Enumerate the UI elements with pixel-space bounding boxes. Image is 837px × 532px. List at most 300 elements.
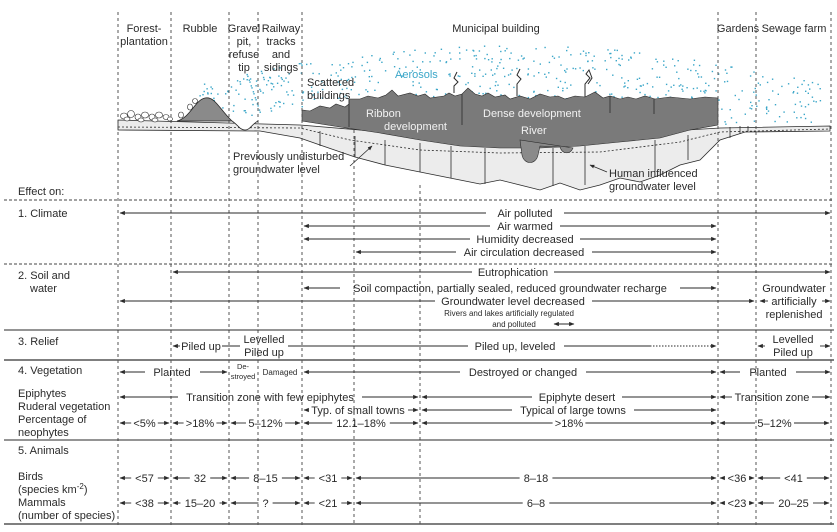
epiphytes-label: Epiphytes xyxy=(18,388,67,400)
aerosol-dot xyxy=(624,82,625,83)
aerosol-dot xyxy=(618,64,619,65)
aerosol-dot xyxy=(612,75,613,76)
aerosol-dot xyxy=(319,73,320,74)
aerosol-dot xyxy=(310,63,311,64)
rubble-mound xyxy=(177,98,232,121)
aerosol-dot xyxy=(449,52,450,53)
aerosol-dot xyxy=(468,82,469,83)
col-forest-label: Forest- xyxy=(126,23,162,35)
aerosol-dot xyxy=(459,58,460,59)
aerosol-dot xyxy=(235,90,236,91)
mammals-range xyxy=(120,498,169,510)
aerosol-dot xyxy=(787,121,788,122)
human-groundwater-label: Human influenced xyxy=(609,168,698,180)
aerosol-dot xyxy=(371,55,372,56)
aerosol-dot xyxy=(495,85,496,86)
aerosol-dot xyxy=(354,82,355,83)
aerosol-dot xyxy=(731,117,732,118)
aerosol-dot xyxy=(204,91,205,92)
mammals-label: Mammals xyxy=(18,497,66,509)
birds-unit-text: (species km xyxy=(18,484,77,496)
veg-destroyed-2: stroyed xyxy=(230,372,256,381)
aerosol-dot xyxy=(279,106,280,107)
typ-large-towns: Typical of large towns xyxy=(520,405,626,417)
aerosol-dot xyxy=(506,48,507,49)
aerosol-dot xyxy=(755,88,756,89)
aerosol-dot xyxy=(797,93,798,94)
birds-range xyxy=(758,473,829,485)
aerosol-dot xyxy=(797,87,798,88)
aerosol-dot xyxy=(611,93,612,94)
aerosol-dot xyxy=(227,91,228,92)
neophytes-value: >18% xyxy=(185,418,215,430)
aerosol-dot xyxy=(251,87,252,88)
aerosol-dot xyxy=(393,52,394,53)
mammals-range xyxy=(720,498,754,510)
aerosol-dot xyxy=(766,109,767,110)
col-gravel-label-2: pit, xyxy=(236,36,252,48)
aerosol-dot xyxy=(271,110,272,111)
aerosol-dot xyxy=(369,81,370,82)
aerosol-dot xyxy=(358,94,359,95)
aerosol-dot xyxy=(288,81,289,82)
aerosol-dot xyxy=(426,91,427,92)
veg-planted: Planted xyxy=(153,367,191,379)
aerosol-dot xyxy=(458,75,459,76)
aerosol-dot xyxy=(497,85,498,86)
aerosol-dot xyxy=(505,50,506,51)
aerosol-dot xyxy=(756,94,757,95)
aerosol-dot xyxy=(583,70,584,71)
aerosol-dot xyxy=(801,84,802,85)
aerosol-dot xyxy=(332,64,333,65)
aerosol-dot xyxy=(745,114,746,115)
aerosol-dot xyxy=(369,70,370,71)
aerosol-dot xyxy=(721,109,722,110)
aerosol-dot xyxy=(490,88,491,89)
cross-section xyxy=(118,46,830,194)
aerosol-dot xyxy=(793,92,794,93)
aerosol-dot xyxy=(466,49,467,50)
aerosol-dot xyxy=(252,104,253,105)
aerosol-dot xyxy=(266,84,267,85)
aerosol-dot xyxy=(594,56,595,57)
aerosol-dot xyxy=(474,73,475,74)
aerosol-dot xyxy=(643,84,644,85)
aerosol-dot xyxy=(639,92,640,93)
groundwater-replenished-2: artificially xyxy=(771,296,817,308)
aerosol-dot xyxy=(811,122,812,123)
aerosol-dot xyxy=(504,76,505,77)
air-warmed: Air warmed xyxy=(497,221,553,233)
aerosol-dot xyxy=(247,79,248,80)
aerosol-dot xyxy=(249,81,250,82)
relief-sewage-piled: Piled up xyxy=(773,347,813,359)
aerosol-dot xyxy=(607,49,608,50)
aerosol-dot xyxy=(259,89,260,90)
aerosol-dot xyxy=(808,93,809,94)
aerosol-dot xyxy=(690,70,691,71)
aerosol-dot xyxy=(628,80,629,81)
aerosol-dot xyxy=(751,108,752,109)
aerosol-dot xyxy=(381,62,382,63)
aerosol-dot xyxy=(275,102,276,103)
aerosol-dot xyxy=(511,69,512,70)
humidity-decreased: Humidity decreased xyxy=(476,234,574,246)
aerosol-dot xyxy=(656,77,657,78)
aerosol-dot xyxy=(414,50,415,51)
birds-label: Birds xyxy=(18,471,44,483)
aerosol-dot xyxy=(521,55,522,56)
aerosol-dot xyxy=(560,81,561,82)
aerosol-dot xyxy=(665,67,666,68)
aerosol-dot xyxy=(558,56,559,57)
aerosol-dot xyxy=(367,91,368,92)
aerosol-dot xyxy=(244,110,245,111)
birds-value: <31 xyxy=(318,473,338,485)
relief-title: 3. Relief xyxy=(18,336,59,348)
aerosol-dot xyxy=(492,58,493,59)
aerosol-dot xyxy=(495,81,496,82)
aerosol-dot xyxy=(491,61,492,62)
aerosol-dot xyxy=(657,97,658,98)
col-gardens-label: Gardens xyxy=(716,23,760,35)
aerosol-dot xyxy=(587,61,588,62)
aerosol-dot xyxy=(379,59,380,60)
aerosol-dot xyxy=(775,104,776,105)
aerosol-dot xyxy=(610,53,611,54)
aerosol-dot xyxy=(263,92,264,93)
aerosol-dot xyxy=(768,110,769,111)
aerosols-label: Aerosols xyxy=(395,69,438,81)
aerosol-dot xyxy=(250,78,251,79)
mammals-value: 20–25 xyxy=(778,498,809,510)
aerosol-dot xyxy=(500,51,501,52)
birds-range xyxy=(231,473,300,485)
aerosol-dot xyxy=(788,83,789,84)
aerosol-dot xyxy=(412,61,413,62)
aerosol-dot xyxy=(264,79,265,80)
col-railway-label-4: sidings xyxy=(263,62,299,74)
aerosol-dot xyxy=(484,46,485,47)
aerosol-dot xyxy=(820,88,821,89)
aerosol-dot xyxy=(251,99,252,100)
aerosol-dot xyxy=(253,93,254,94)
soil-compaction: Soil compaction, partially sealed, reduced groundwater recharge xyxy=(353,283,667,295)
birds-unit-label xyxy=(18,482,87,496)
col-municipal-label: Municipal building xyxy=(452,23,540,35)
aerosol-dot xyxy=(762,76,763,77)
aerosol-dot xyxy=(800,101,801,102)
aerosol-dot xyxy=(649,96,650,97)
rivers-polluted: and polluted xyxy=(492,320,536,329)
aerosol-dot xyxy=(351,89,352,90)
aerosol-dot xyxy=(270,108,271,109)
neophytes-range xyxy=(422,418,716,430)
aerosol-dot xyxy=(730,109,731,110)
range-rows xyxy=(120,418,829,510)
aerosol-dot xyxy=(281,77,282,78)
aerosol-dot xyxy=(278,101,279,102)
aerosol-dot xyxy=(487,54,488,55)
aerosol-dot xyxy=(808,104,809,105)
aerosol-dot xyxy=(725,124,726,125)
aerosol-dot xyxy=(672,59,673,60)
aerosol-dot xyxy=(270,77,271,78)
aerosol-dot xyxy=(238,94,239,95)
aerosol-dot xyxy=(812,97,813,98)
col-rubble-label: Rubble xyxy=(182,23,218,35)
aerosol-dot xyxy=(674,65,675,66)
aerosol-dot xyxy=(585,53,586,54)
relief-piled-up: Piled up xyxy=(181,341,221,353)
aerosol-dot xyxy=(412,81,413,82)
forest-stones xyxy=(121,111,173,123)
aerosol-dot xyxy=(259,109,260,110)
aerosol-dot xyxy=(736,122,737,123)
aerosol-dot xyxy=(749,108,750,109)
aerosol-dot xyxy=(812,82,813,83)
prev-groundwater-label-2: groundwater level xyxy=(233,164,320,176)
aerosol-dot xyxy=(283,103,284,104)
aerosol-dot xyxy=(575,68,576,69)
aerosol-dot xyxy=(482,93,483,94)
ribbon-label: Ribbon xyxy=(366,108,401,120)
aerosol-dot xyxy=(499,62,500,63)
aerosol-dot xyxy=(243,78,244,79)
aerosol-dot xyxy=(202,94,203,95)
aerosol-dot xyxy=(472,66,473,67)
aerosol-dot xyxy=(211,93,212,94)
aerosol-dot xyxy=(244,99,245,100)
aerosol-dot xyxy=(500,94,501,95)
aerosol-dot xyxy=(676,72,677,73)
aerosol-dot xyxy=(237,80,238,81)
aerosol-dot xyxy=(535,48,536,49)
aerosol-dot xyxy=(478,93,479,94)
aerosol-dot xyxy=(378,82,379,83)
aerosol-dot xyxy=(627,87,628,88)
neophytes-value: >18% xyxy=(554,418,584,430)
aerosol-dot xyxy=(263,77,264,78)
aerosol-dot xyxy=(738,99,739,100)
aerosol-dot xyxy=(560,64,561,65)
aerosol-dot xyxy=(500,59,501,60)
aerosol-dot xyxy=(499,46,500,47)
aerosol-dot xyxy=(302,100,303,101)
aerosol-dot xyxy=(647,83,648,84)
aerosol-dot xyxy=(623,86,624,87)
aerosol-dot xyxy=(694,60,695,61)
aerosol-dot xyxy=(718,99,719,100)
aerosol-dot xyxy=(640,85,641,86)
typ-small-towns: Typ. of small towns xyxy=(311,405,405,417)
aerosol-dot xyxy=(365,89,366,90)
aerosol-dot xyxy=(496,68,497,69)
aerosol-dot xyxy=(509,58,510,59)
aerosol-dot xyxy=(479,86,480,87)
aerosol-dot xyxy=(796,117,797,118)
aerosol-dot xyxy=(210,86,211,87)
aerosol-dot xyxy=(644,94,645,95)
aerosol-dot xyxy=(596,82,597,83)
aerosol-dot xyxy=(606,69,607,70)
aerosol-dot xyxy=(281,85,282,86)
aerosol-dot xyxy=(436,89,437,90)
aerosol-dot xyxy=(394,66,395,67)
aerosol-dot xyxy=(429,61,430,62)
aerosol-dot xyxy=(485,74,486,75)
aerosol-dot xyxy=(283,80,284,81)
air-polluted: Air polluted xyxy=(497,208,553,220)
aerosol-dot xyxy=(300,63,301,64)
aerosol-dot xyxy=(756,106,757,107)
aerosol-dot xyxy=(573,68,574,69)
aerosol-dot xyxy=(271,89,272,90)
aerosol-dot xyxy=(465,84,466,85)
aerosol-dot xyxy=(459,47,460,48)
aerosol-dot xyxy=(503,68,504,69)
aerosol-dot xyxy=(725,69,726,70)
birds-unit-sup: -2 xyxy=(76,482,84,491)
aerosol-dot xyxy=(403,51,404,52)
veg-damaged: Damaged xyxy=(262,368,298,377)
aerosol-dot xyxy=(751,105,752,106)
aerosol-dot xyxy=(610,57,611,58)
aerosol-dot xyxy=(446,61,447,62)
aerosol-dot xyxy=(605,60,606,61)
aerosol-dot xyxy=(760,84,761,85)
aerosol-dot xyxy=(361,65,362,66)
aerosol-dot xyxy=(816,101,817,102)
aerosol-dot xyxy=(735,95,736,96)
aerosol-dot xyxy=(206,88,207,89)
aerosol-dot xyxy=(618,58,619,59)
aerosol-dot xyxy=(369,76,370,77)
aerosol-dot xyxy=(257,105,258,106)
aerosol-dot xyxy=(742,90,743,91)
neophytes-value: 5–12% xyxy=(248,418,283,430)
aerosol-dot xyxy=(287,94,288,95)
aerosol-dot xyxy=(636,89,637,90)
aerosol-dot xyxy=(516,68,517,69)
aerosol-dot xyxy=(256,80,257,81)
mammals-value: <21 xyxy=(318,498,338,510)
aerosol-dot xyxy=(474,76,475,77)
aerosol-dot xyxy=(273,86,274,87)
aerosol-dot xyxy=(566,50,567,51)
aerosol-dot xyxy=(435,52,436,53)
aerosol-dot xyxy=(249,80,250,81)
aerosol-dot xyxy=(693,88,694,89)
prev-groundwater-label: Previously undisturbed xyxy=(233,151,345,163)
aerosol-dot xyxy=(262,73,263,74)
col-railway-label-2: tracks xyxy=(266,36,296,48)
aerosol-dot xyxy=(820,100,821,101)
veg-destroyed-changed: Destroyed or changed xyxy=(468,367,578,379)
aerosol-dot xyxy=(679,85,680,86)
aerosol-dot xyxy=(544,47,545,48)
aerosol-dot xyxy=(245,112,246,113)
aerosol-dot xyxy=(715,90,716,91)
aerosol-dot xyxy=(634,52,635,53)
aerosol-dot xyxy=(556,78,557,79)
aerosol-dot xyxy=(705,83,706,84)
aerosol-dot xyxy=(217,93,218,94)
soil-title: 2. Soil and xyxy=(18,270,70,282)
aerosol-dot xyxy=(565,82,566,83)
aerosol-dot xyxy=(697,73,698,74)
aerosol-dot xyxy=(544,74,545,75)
col-forest-label-2: plantation xyxy=(120,36,168,48)
aerosol-dot xyxy=(549,62,550,63)
aerosol-dot xyxy=(570,84,571,85)
vegetation-title: 4. Vegetation xyxy=(18,365,83,377)
transition-zone: Transition zone xyxy=(734,392,810,404)
col-railway-label-3: and xyxy=(271,49,291,61)
aerosol-dot xyxy=(566,88,567,89)
aerosol-dot xyxy=(585,55,586,56)
aerosol-dot xyxy=(303,91,304,92)
aerosol-dot xyxy=(794,78,795,79)
birds-range xyxy=(120,473,169,485)
aerosol-dot xyxy=(768,99,769,100)
aerosol-dot xyxy=(659,77,660,78)
neophytes-range xyxy=(120,418,169,430)
veg-destroyed: De- xyxy=(236,362,250,371)
aerosol-dot xyxy=(817,84,818,85)
aerosol-dot xyxy=(779,116,780,117)
aerosol-dot xyxy=(306,64,307,65)
aerosol-dot xyxy=(528,68,529,69)
aerosol-dot xyxy=(271,83,272,84)
aerosol-dot xyxy=(510,52,511,53)
aerosol-dot xyxy=(712,71,713,72)
ruderal-label: Ruderal vegetation xyxy=(18,401,111,413)
aerosol-dot xyxy=(682,90,683,91)
aerosol-dot xyxy=(413,85,414,86)
aerosol-dot xyxy=(778,94,779,95)
animals-title: 5. Animals xyxy=(18,445,69,457)
aerosol-dot xyxy=(700,90,701,91)
aerosol-dot xyxy=(552,56,553,57)
aerosol-dot xyxy=(579,67,580,68)
aerosol-dot xyxy=(199,95,200,96)
aerosol-dot xyxy=(492,75,493,76)
aerosol-dot xyxy=(231,86,232,87)
neophytes-range xyxy=(720,418,829,430)
mammals-range xyxy=(173,498,227,510)
aerosol-dot xyxy=(204,84,205,85)
aerosol-dot xyxy=(803,80,804,81)
aerosol-dot xyxy=(637,79,638,80)
aerosol-dot xyxy=(474,55,475,56)
river-label: River xyxy=(521,125,547,137)
aerosol-dot xyxy=(724,81,725,82)
aerosol-dot xyxy=(301,65,302,66)
aerosol-dot xyxy=(767,82,768,83)
aerosol-dot xyxy=(655,59,656,60)
aerosol-dot xyxy=(292,104,293,105)
aerosol-dot xyxy=(479,50,480,51)
aerosol-dot xyxy=(282,79,283,80)
aerosol-dot xyxy=(703,91,704,92)
aerosol-dot xyxy=(253,91,254,92)
aerosol-dot xyxy=(513,87,514,88)
aerosol-dot xyxy=(397,58,398,59)
aerosol-dot xyxy=(678,60,679,61)
aerosol-dot xyxy=(705,90,706,91)
